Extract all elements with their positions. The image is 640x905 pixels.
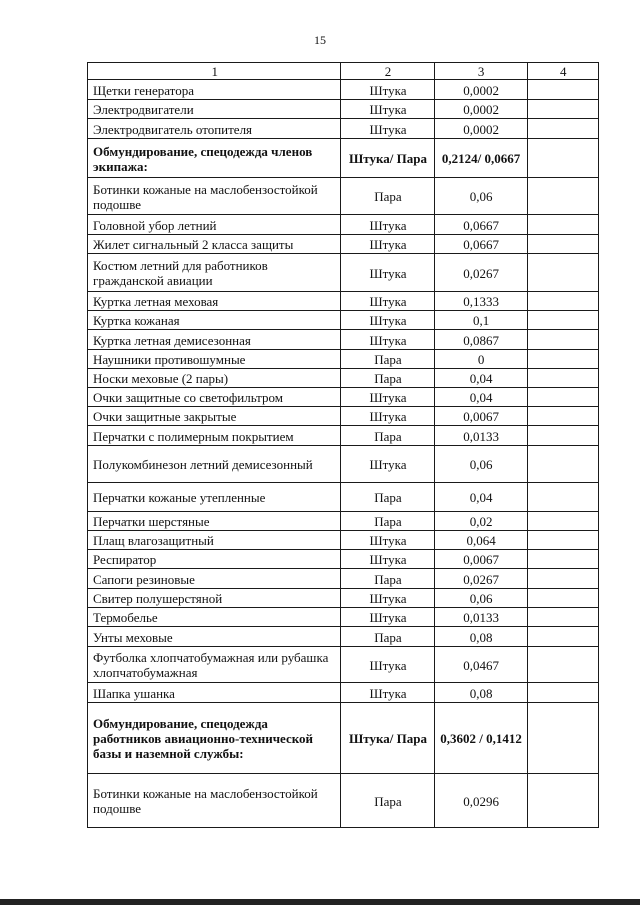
- table-row: [88, 550, 599, 569]
- cell-note: [527, 589, 598, 608]
- cell-name: Полукомбинезон летний демисезонный: [88, 446, 341, 483]
- table-row: [88, 235, 599, 254]
- cell-name: Куртка кожаная: [88, 311, 341, 330]
- cell-note: [527, 703, 598, 774]
- cell-name: Очки защитные закрытые: [88, 407, 341, 426]
- cell-unit: Пара: [341, 350, 434, 369]
- cell-unit: Штука: [341, 446, 434, 483]
- cell-name: Очки защитные со светофильтром: [88, 388, 341, 407]
- cell-quantity: 0,04: [434, 369, 527, 388]
- cell-note: [527, 80, 598, 100]
- cell-note: [527, 350, 598, 369]
- cell-unit: Штука: [341, 608, 434, 627]
- cell-unit: Штука/ Пара: [341, 703, 434, 774]
- cell-unit: Штука: [341, 647, 434, 683]
- cell-quantity: 0,1: [434, 311, 527, 330]
- cell-unit: Пара: [341, 774, 434, 828]
- table-row: [88, 483, 599, 512]
- cell-quantity: 0,06: [434, 446, 527, 483]
- cell-quantity: 0,0002: [434, 100, 527, 119]
- cell-note: [527, 531, 598, 550]
- cell-note: [527, 774, 598, 828]
- cell-quantity: 0: [434, 350, 527, 369]
- cell-note: [527, 388, 598, 407]
- header-col-3: 3: [434, 63, 527, 80]
- cell-name: Наушники противошумные: [88, 350, 341, 369]
- table-row: [88, 531, 599, 550]
- cell-quantity: 0,0667: [434, 215, 527, 235]
- cell-unit: Штука: [341, 550, 434, 569]
- cell-name: Носки меховые (2 пары): [88, 369, 341, 388]
- cell-unit: Штука: [341, 589, 434, 608]
- table-row: [88, 292, 599, 311]
- cell-note: [527, 369, 598, 388]
- cell-name: Футболка хлопчатобумажная или рубашка хлопчатобумажная: [88, 647, 341, 683]
- header-col-1: 1: [88, 63, 341, 80]
- cell-quantity: 0,0133: [434, 608, 527, 627]
- cell-name: Перчатки с полимерным покрытием: [88, 426, 341, 446]
- cell-unit: Штука/ Пара: [341, 139, 434, 178]
- table-row: [88, 330, 599, 350]
- cell-note: [527, 550, 598, 569]
- header-col-4: 4: [527, 63, 598, 80]
- cell-quantity: 0,04: [434, 483, 527, 512]
- cell-quantity: 0,0002: [434, 119, 527, 139]
- cell-note: [527, 446, 598, 483]
- cell-unit: Штука: [341, 292, 434, 311]
- cell-note: [527, 311, 598, 330]
- table-row: [88, 178, 599, 215]
- cell-unit: Штука: [341, 80, 434, 100]
- cell-note: [527, 119, 598, 139]
- cell-name: Электродвигатели: [88, 100, 341, 119]
- cell-name: Ботинки кожаные на маслобензостойкой подошве: [88, 178, 341, 215]
- cell-note: [527, 215, 598, 235]
- cell-note: [527, 292, 598, 311]
- cell-unit: Штука: [341, 330, 434, 350]
- cell-note: [527, 512, 598, 531]
- table-row: [88, 311, 599, 330]
- cell-note: [527, 569, 598, 589]
- cell-note: [527, 178, 598, 215]
- cell-quantity: 0,08: [434, 627, 527, 647]
- cell-unit: Штука: [341, 683, 434, 703]
- cell-quantity: 0,08: [434, 683, 527, 703]
- table-row: [88, 647, 599, 683]
- cell-name: Жилет сигнальный 2 класса защиты: [88, 235, 341, 254]
- cell-quantity: 0,0467: [434, 647, 527, 683]
- cell-unit: Штука: [341, 311, 434, 330]
- cell-unit: Пара: [341, 369, 434, 388]
- table-row: [88, 512, 599, 531]
- cell-note: [527, 627, 598, 647]
- cell-name: Куртка летная меховая: [88, 292, 341, 311]
- cell-note: [527, 254, 598, 292]
- table-row: [88, 589, 599, 608]
- table-row: [88, 446, 599, 483]
- cell-unit: Пара: [341, 627, 434, 647]
- cell-unit: Штука: [341, 235, 434, 254]
- cell-unit: Пара: [341, 569, 434, 589]
- cell-unit: Пара: [341, 426, 434, 446]
- cell-name: Электродвигатель отопителя: [88, 119, 341, 139]
- cell-name: Обмундирование, спецодежда членов экипажа:: [88, 139, 341, 178]
- table-row: [88, 407, 599, 426]
- cell-note: [527, 330, 598, 350]
- cell-note: [527, 139, 598, 178]
- cell-note: [527, 483, 598, 512]
- cell-note: [527, 235, 598, 254]
- cell-note: [527, 683, 598, 703]
- cell-note: [527, 426, 598, 446]
- cell-unit: Штука: [341, 388, 434, 407]
- table-row: [88, 608, 599, 627]
- cell-name: Головной убор летний: [88, 215, 341, 235]
- cell-name: Перчатки кожаные утепленные: [88, 483, 341, 512]
- cell-unit: Штука: [341, 407, 434, 426]
- scan-bottom-edge: [0, 899, 640, 905]
- header-col-2: 2: [341, 63, 434, 80]
- cell-quantity: 0,2124/ 0,0667: [434, 139, 527, 178]
- cell-quantity: 0,02: [434, 512, 527, 531]
- cell-name: Плащ влагозащитный: [88, 531, 341, 550]
- table-row: [88, 80, 599, 100]
- cell-quantity: 0,0296: [434, 774, 527, 828]
- cell-unit: Пара: [341, 512, 434, 531]
- cell-quantity: 0,064: [434, 531, 527, 550]
- cell-quantity: 0,0867: [434, 330, 527, 350]
- cell-note: [527, 608, 598, 627]
- cell-unit: Штука: [341, 119, 434, 139]
- table-row: [88, 254, 599, 292]
- cell-unit: Пара: [341, 178, 434, 215]
- cell-unit: Штука: [341, 100, 434, 119]
- table-row: [88, 683, 599, 703]
- materials-table: [87, 62, 599, 828]
- table-row: [88, 388, 599, 407]
- cell-note: [527, 647, 598, 683]
- cell-note: [527, 407, 598, 426]
- table-row: [88, 426, 599, 446]
- cell-unit: Штука: [341, 215, 434, 235]
- cell-quantity: 0,06: [434, 178, 527, 215]
- cell-unit: Штука: [341, 531, 434, 550]
- cell-note: [527, 100, 598, 119]
- cell-name: Куртка летная демисезонная: [88, 330, 341, 350]
- table-header-row: [88, 63, 599, 80]
- table-row: [88, 569, 599, 589]
- table-row: [88, 139, 599, 178]
- cell-quantity: 0,0002: [434, 80, 527, 100]
- cell-name: Сапоги резиновые: [88, 569, 341, 589]
- table-row: [88, 774, 599, 828]
- cell-quantity: 0,3602 / 0,1412: [434, 703, 527, 774]
- cell-name: Костюм летний для работников гражданской авиации: [88, 254, 341, 292]
- table-row: [88, 100, 599, 119]
- cell-unit: Пара: [341, 483, 434, 512]
- cell-name: Свитер полушерстяной: [88, 589, 341, 608]
- page-number: 15: [314, 33, 326, 47]
- cell-name: Респиратор: [88, 550, 341, 569]
- cell-quantity: 0,0667: [434, 235, 527, 254]
- table-row: [88, 215, 599, 235]
- cell-quantity: 0,0133: [434, 426, 527, 446]
- cell-quantity: 0,04: [434, 388, 527, 407]
- cell-name: Щетки генератора: [88, 80, 341, 100]
- cell-quantity: 0,0267: [434, 254, 527, 292]
- cell-unit: Штука: [341, 254, 434, 292]
- cell-quantity: 0,0067: [434, 407, 527, 426]
- cell-name: Шапка ушанка: [88, 683, 341, 703]
- cell-quantity: 0,06: [434, 589, 527, 608]
- table-row: [88, 119, 599, 139]
- cell-quantity: 0,0067: [434, 550, 527, 569]
- table-row: [88, 627, 599, 647]
- table-row: [88, 703, 599, 774]
- cell-name: Унты меховые: [88, 627, 341, 647]
- table-row: [88, 369, 599, 388]
- cell-quantity: 0,0267: [434, 569, 527, 589]
- table-row: [88, 350, 599, 369]
- cell-quantity: 0,1333: [434, 292, 527, 311]
- cell-name: Ботинки кожаные на маслобензостойкой подошве: [88, 774, 341, 828]
- cell-name: Обмундирование, спецодежда работников авиационно-технической базы и наземной службы:: [88, 703, 341, 774]
- table-body: [88, 63, 599, 828]
- cell-name: Термобелье: [88, 608, 341, 627]
- cell-name: Перчатки шерстяные: [88, 512, 341, 531]
